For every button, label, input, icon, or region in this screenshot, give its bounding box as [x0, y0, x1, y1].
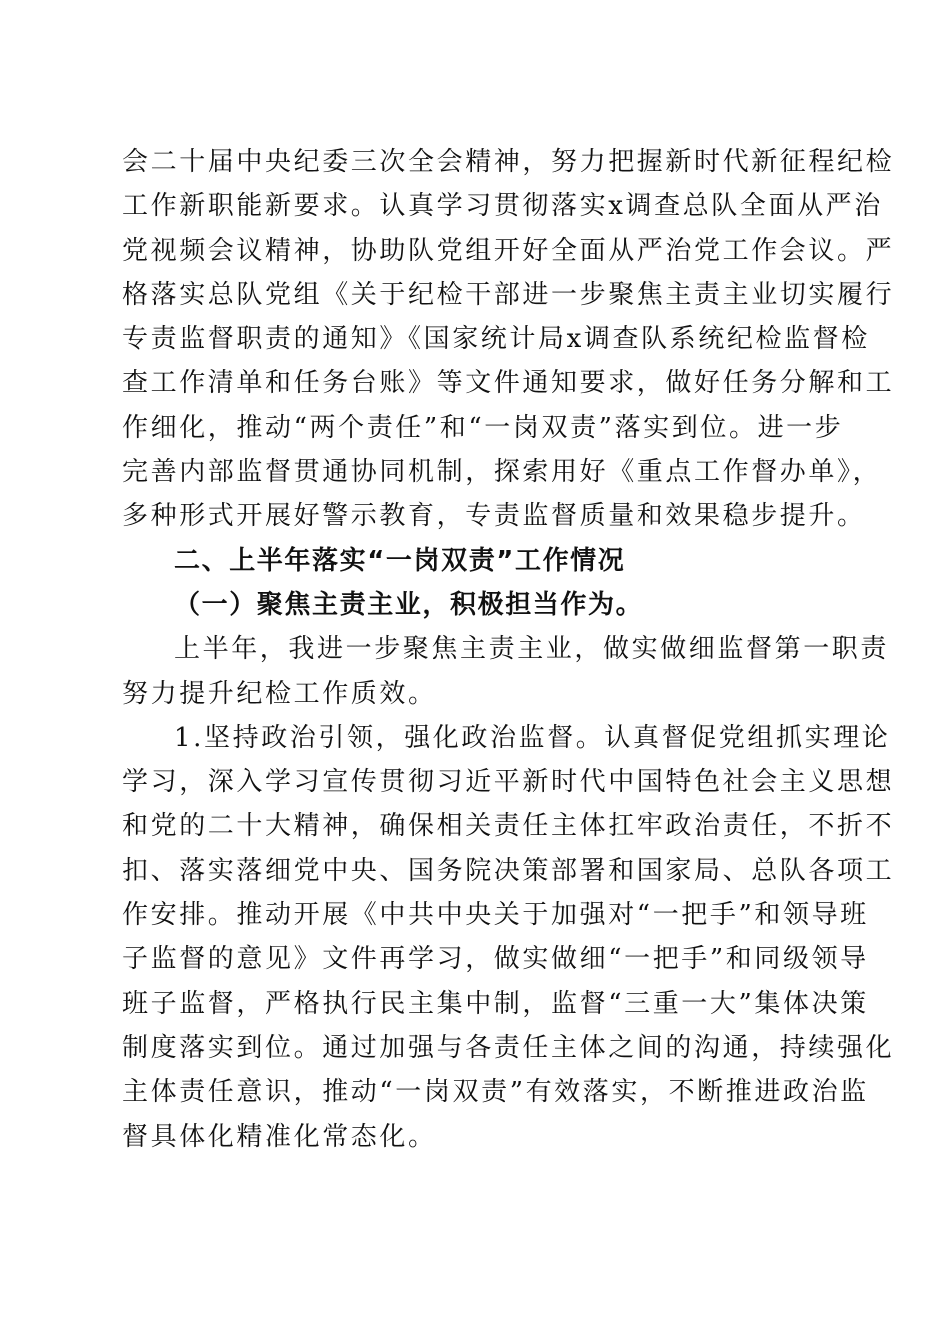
- text-line: 作细化，推动“两个责任”和“一岗双责”落实到位。进一步: [122, 412, 844, 443]
- text-line: 会二十届中央纪委三次全会精神，努力把握新时代新征程纪检: [122, 147, 895, 177]
- text-line: 党视频会议精神，协助队党组开好全面从严治党工作会议。严: [122, 235, 895, 266]
- document-body: [122, 140, 895, 1159]
- text-line: 制度落实到位。通过加强与各责任主体之间的沟通，持续强化: [122, 1032, 895, 1063]
- text-line: 主体责任意识，推动“一岗双责”有效落实，不断推进政治监: [122, 1077, 869, 1108]
- paragraph-intro: [122, 627, 890, 716]
- text-line: 1.坚持政治引领，强化政治监督。认真督促党组抓实理论: [174, 722, 891, 753]
- text-line: 督具体化精准化常态化。: [122, 1121, 437, 1152]
- text-line: 和党的二十大精神，确保相关责任主体扛牢政治责任，不折不: [122, 811, 895, 842]
- text-line: 作安排。推动开展《中共中央关于加强对“一把手”和领导班: [122, 900, 869, 931]
- text-line: 努力提升纪检工作质效。: [122, 678, 437, 709]
- section-heading: 二、上半年落实“一岗双责”工作情况: [174, 545, 626, 576]
- text-line: 格落实总队党组《关于纪检干部进一步聚焦主责主业切实履行: [122, 279, 895, 310]
- text-line: 多种形式开展好警示教育，专责监督质量和效果稳步提升。: [122, 501, 866, 532]
- subsection-heading: （一）聚焦主责主业，积极担当作为。: [174, 589, 644, 620]
- text-line: 上半年，我进一步聚焦主责主业，做实做细监督第一职责: [174, 634, 890, 665]
- text-line: 专责监督职责的通知》《国家统计局x调查队系统纪检监督检: [122, 324, 870, 355]
- text-line: 学习，深入学习宣传贯彻习近平新时代中国特色社会主义思想: [122, 767, 895, 798]
- text-line: 完善内部监督贯通协同机制，探索用好《重点工作督办单》，: [122, 457, 882, 488]
- paragraph-continuation: [122, 140, 895, 539]
- text-line: 子监督的意见》文件再学习，做实做细“一把手”和同级领导: [122, 944, 869, 975]
- text-line: 班子监督，严格执行民主集中制，监督“三重一大”集体决策: [122, 988, 869, 1019]
- text-line: 工作新职能新要求。认真学习贯彻落实x调查总队全面从严治: [122, 191, 883, 222]
- text-line: 查工作清单和任务台账》等文件通知要求，做好任务分解和工: [122, 368, 895, 399]
- text-line: 扣、落实落细党中央、国务院决策部署和国家局、总队各项工: [122, 855, 895, 886]
- paragraph-political-supervision: [122, 716, 895, 1159]
